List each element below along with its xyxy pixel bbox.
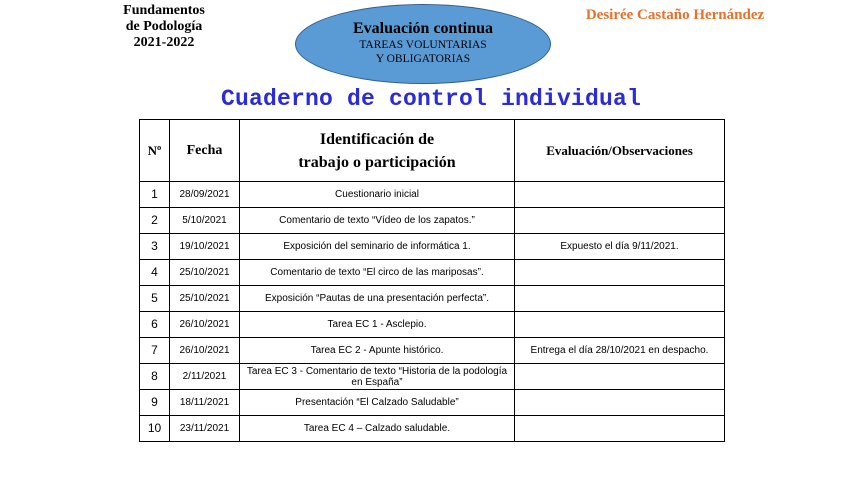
control-table <box>139 119 725 442</box>
row-date: 26/10/2021 <box>170 338 240 364</box>
row-evaluation <box>515 182 725 208</box>
course-subject: de Podología <box>125 19 203 34</box>
row-work: Comentario de texto “El circo de las mariposas”. <box>240 260 515 286</box>
table-header-row <box>140 120 725 182</box>
page-title: Cuaderno de control individual <box>220 86 642 112</box>
row-number: 3 <box>140 234 170 260</box>
course-info <box>100 3 228 51</box>
row-number: 7 <box>140 338 170 364</box>
row-number: 1 <box>140 182 170 208</box>
table-row <box>140 260 725 286</box>
table-row <box>140 364 725 390</box>
row-number: 8 <box>140 364 170 390</box>
row-work: Tarea EC 2 - Apunte histórico. <box>240 338 515 364</box>
header-identification <box>240 120 515 182</box>
row-date: 5/10/2021 <box>170 208 240 234</box>
row-evaluation <box>515 364 725 390</box>
table-row <box>140 390 725 416</box>
row-work: Exposición del seminario de informática 1. <box>240 234 515 260</box>
author-name: Desirée Castaño Hernández <box>585 7 765 23</box>
row-number: 5 <box>140 286 170 312</box>
row-work: Cuestionario inicial <box>240 182 515 208</box>
row-number: 2 <box>140 208 170 234</box>
table-row <box>140 286 725 312</box>
badge-line-2: Y OBLIGATORIAS <box>375 53 471 65</box>
row-evaluation: Expuesto el día 9/11/2021. <box>515 234 725 260</box>
row-date: 23/11/2021 <box>170 416 240 442</box>
row-date: 18/11/2021 <box>170 390 240 416</box>
row-date: 2/11/2021 <box>170 364 240 390</box>
table-row <box>140 182 725 208</box>
header-number: Nº <box>140 120 170 182</box>
header-date: Fecha <box>170 120 240 182</box>
course-year: 2021-2022 <box>133 35 195 50</box>
row-evaluation <box>515 312 725 338</box>
badge-line-1: TAREAS VOLUNTARIAS <box>359 39 487 51</box>
header-identification-line-1: Identificación de <box>319 130 435 148</box>
table-row <box>140 312 725 338</box>
table-row <box>140 234 725 260</box>
row-evaluation: Entrega el día 28/10/2021 en despacho. <box>515 338 725 364</box>
table-row <box>140 338 725 364</box>
row-work: Tarea EC 4 – Calzado saludable. <box>240 416 515 442</box>
row-date: 25/10/2021 <box>170 286 240 312</box>
row-date: 25/10/2021 <box>170 260 240 286</box>
row-number: 10 <box>140 416 170 442</box>
course-name: Fundamentos <box>123 3 205 18</box>
row-work: Comentario de texto “Vídeo de los zapatos.” <box>240 208 515 234</box>
row-work: Presentación “El Calzado Saludable” <box>240 390 515 416</box>
row-work: Exposición “Pautas de una presentación perfecta”. <box>240 286 515 312</box>
header-identification-line-2: trabajo o participación <box>298 153 456 171</box>
row-number: 6 <box>140 312 170 338</box>
table-row <box>140 208 725 234</box>
row-number: 4 <box>140 260 170 286</box>
row-work: Tarea EC 3 - Comentario de texto “Historia de la podología en España” <box>240 364 515 390</box>
badge-title: Evaluación continua <box>352 20 494 37</box>
row-number: 9 <box>140 390 170 416</box>
header-evaluation: Evaluación/Observaciones <box>515 120 725 182</box>
row-evaluation <box>515 416 725 442</box>
row-date: 26/10/2021 <box>170 312 240 338</box>
table-row <box>140 416 725 442</box>
row-work: Tarea EC 1 - Asclepio. <box>240 312 515 338</box>
row-date: 19/10/2021 <box>170 234 240 260</box>
row-evaluation <box>515 260 725 286</box>
row-evaluation <box>515 286 725 312</box>
row-evaluation <box>515 208 725 234</box>
evaluation-badge <box>295 4 551 84</box>
row-date: 28/09/2021 <box>170 182 240 208</box>
row-evaluation <box>515 390 725 416</box>
